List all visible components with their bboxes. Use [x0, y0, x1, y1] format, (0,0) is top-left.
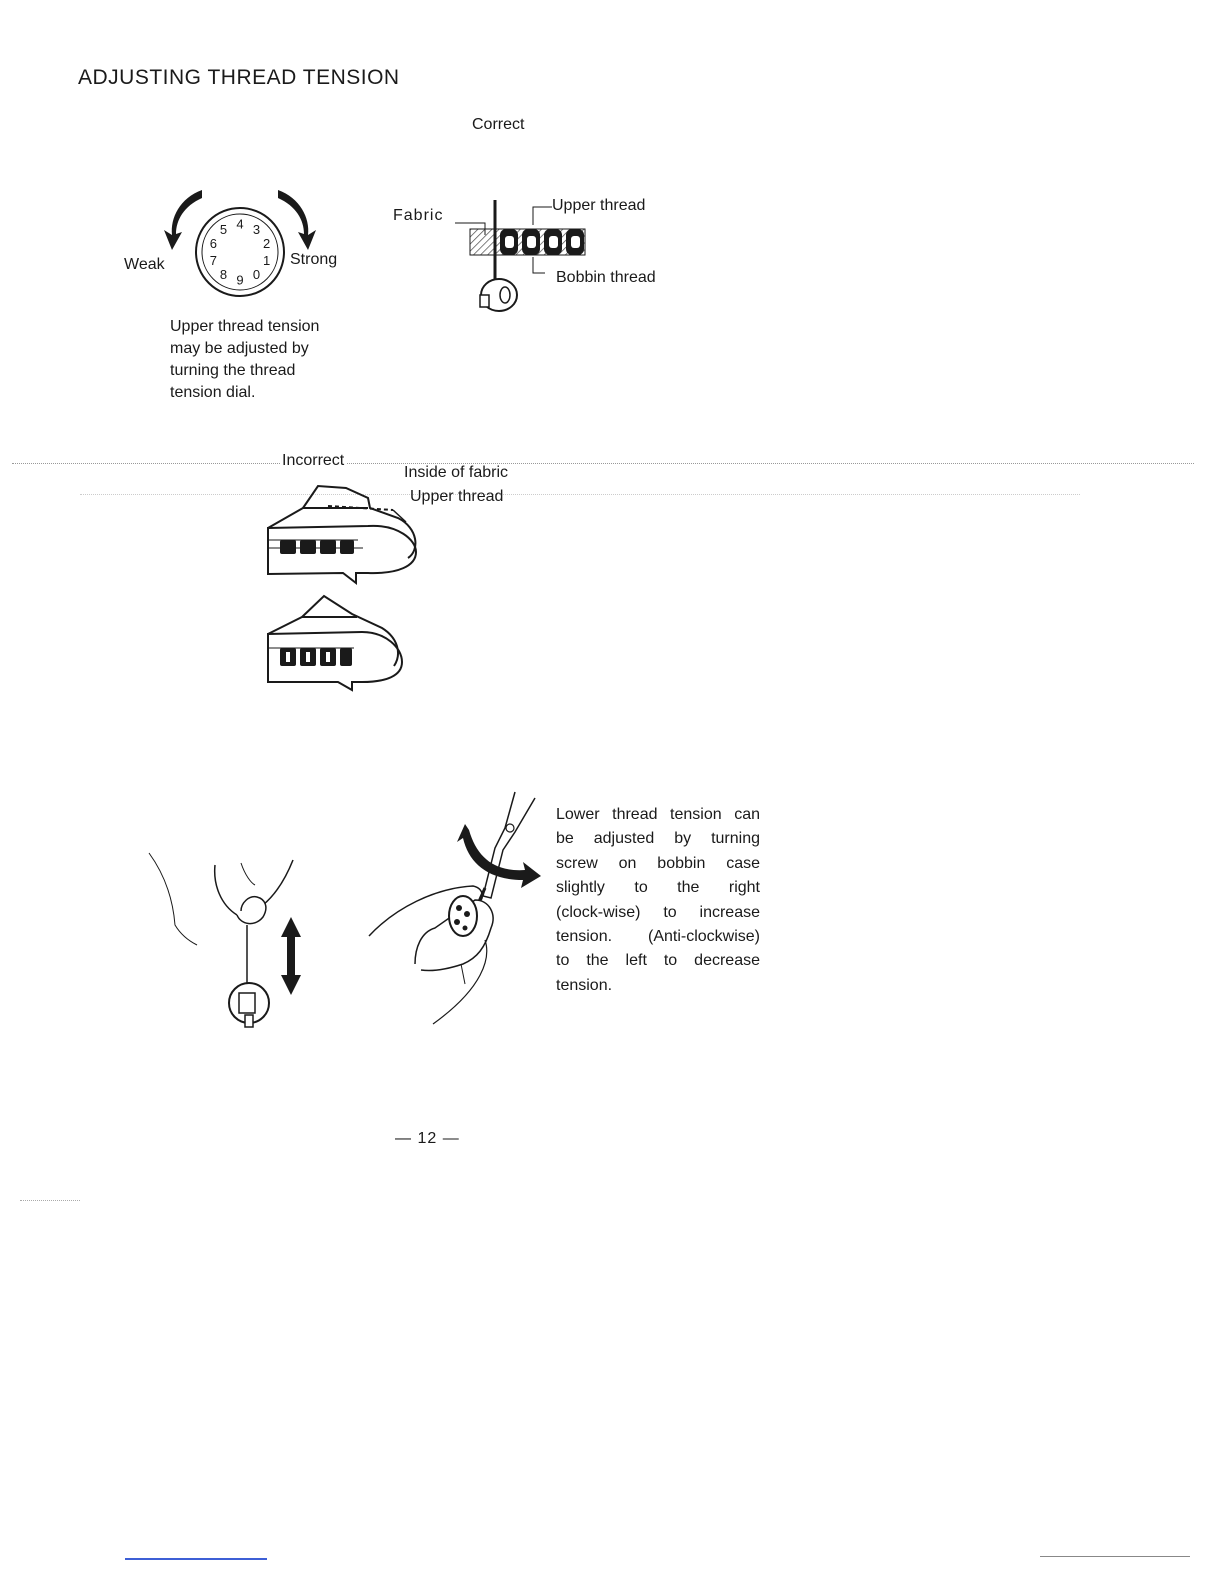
bobbin-case-icon [449, 896, 477, 936]
dial-number: 4 [236, 216, 244, 232]
up-down-arrow-icon [281, 917, 301, 995]
description-line: slightly to the right [556, 879, 760, 897]
stray-blue-line [125, 1558, 267, 1560]
dial-number-ring [210, 217, 270, 288]
screwdriver-adjustment-illustration [365, 788, 555, 1028]
incorrect-separator [12, 463, 1194, 464]
dial-number: 3 [252, 221, 261, 237]
incorrect-heading: Incorrect [282, 452, 345, 469]
dial-number: 9 [236, 272, 244, 288]
description-line: be adjusted by turning [556, 830, 760, 848]
inside-of-fabric-label: Inside of fabric [404, 464, 509, 481]
tension-dial-illustration [150, 180, 360, 320]
upper-thread-label: Upper thread [552, 197, 646, 214]
dial-number: 2 [262, 235, 271, 251]
incorrect-upper-too-tight-diagram [258, 478, 428, 583]
description-line: tension. (Anti-clockwise) [556, 928, 760, 946]
description-line: tension. [556, 976, 613, 994]
dial-number: 5 [219, 221, 228, 237]
description-line: screw on bobbin case [556, 854, 760, 872]
bobbin-icon [480, 279, 517, 311]
description-line: Lower thread tension can [556, 806, 760, 823]
dial-number: 0 [252, 267, 261, 283]
upper-tension-description [170, 316, 360, 404]
description-line: (clock-wise) to increase [556, 903, 760, 921]
weak-label: Weak [124, 256, 165, 273]
weak-arrow-icon [164, 190, 202, 250]
description-line: Upper thread tension [170, 318, 320, 335]
dial-number: 7 [209, 253, 218, 269]
strong-arrow-icon [278, 190, 316, 250]
description-line: to the left to decrease [556, 952, 760, 970]
correct-heading: Correct [472, 116, 525, 133]
incorrect-upper-thread-label: Upper thread [410, 488, 504, 505]
correct-stitch-diagram [455, 195, 595, 320]
description-line: tension dial. [170, 384, 256, 401]
bobbin-thread-label: Bobbin thread [556, 269, 656, 286]
scan-artifact-line [1040, 1556, 1190, 1557]
page-title: ADJUSTING THREAD TENSION [78, 66, 400, 89]
bobbin-case-icon [229, 983, 269, 1027]
page-number: — 12 — [395, 1130, 460, 1147]
incorrect-bobbin-too-tight-diagram [262, 592, 412, 692]
fabric-label: Fabric [393, 207, 444, 224]
incorrect-separator-faint [80, 494, 1080, 495]
dial-number: 6 [209, 235, 218, 251]
description-line: may be adjusted by [170, 340, 309, 357]
description-line: turning the thread [170, 362, 296, 379]
strong-label: Strong [290, 251, 338, 268]
dial-number: 1 [262, 253, 271, 269]
dial-number: 8 [219, 267, 228, 283]
lower-tension-description [556, 803, 760, 998]
scan-artifact-line [20, 1200, 80, 1201]
bobbin-drop-test-illustration [145, 845, 315, 1035]
